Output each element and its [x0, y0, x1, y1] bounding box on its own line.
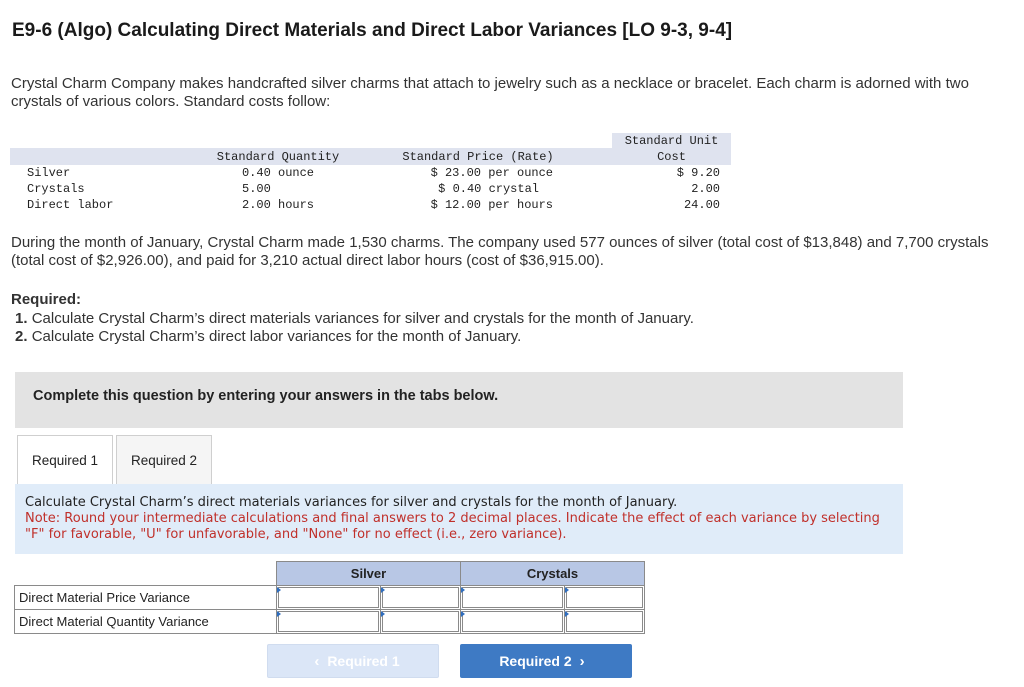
crystals-price-variance-input[interactable]	[461, 586, 565, 610]
row-silver-name: Silver	[27, 166, 71, 180]
input-flag-icon	[461, 611, 465, 617]
header-blank	[15, 562, 277, 586]
input-flag-icon	[381, 587, 385, 593]
prev-button-label: Required 1	[327, 653, 400, 669]
row-labor-price: $ 12.00 per hours	[430, 198, 553, 212]
table-row	[15, 610, 645, 634]
silver-price-variance-input[interactable]	[277, 586, 381, 610]
tab-required-2[interactable]: Required 2	[116, 435, 212, 485]
row-labor-cost: 24.00	[683, 198, 720, 212]
header-price: Standard Price (Rate)	[402, 150, 554, 164]
required-item-1	[11, 310, 694, 329]
row-labor-name: Direct labor	[27, 198, 114, 212]
crystals-quantity-variance-input[interactable]	[461, 610, 565, 634]
input-flag-icon	[461, 587, 465, 593]
row-label-price-variance: Direct Material Price Variance	[15, 586, 277, 610]
row-crystals-price: $ 0.40 crystal	[438, 182, 539, 196]
instructions-main: Calculate Crystal Charm’s direct materials variances for silver and crystals for the month of January.	[25, 495, 678, 510]
intro-text: Crystal Charm Company makes handcrafted silver charms that attach to jewelry such as a necklace or bracelet. Each charm is adorned with two crystals of various colors. Standard costs follow:	[11, 75, 969, 110]
column-crystals: Crystals	[461, 562, 645, 586]
row-silver-cost: $ 9.20	[676, 166, 720, 180]
complete-prompt: Complete this question by entering your answers in the tabs below.	[33, 388, 499, 404]
required-section	[11, 291, 694, 347]
input-flag-icon	[381, 611, 385, 617]
required-heading: Required:	[11, 291, 82, 308]
chevron-right-icon: ›	[579, 652, 585, 670]
next-button-label: Required 2	[499, 653, 572, 669]
input-flag-icon	[565, 587, 569, 593]
row-label-quantity-variance: Direct Material Quantity Variance	[15, 610, 277, 634]
next-required-2-button[interactable]	[460, 644, 632, 678]
row-crystals-cost: 2.00	[691, 182, 720, 196]
header-quantity: Standard Quantity	[216, 150, 340, 164]
required-item-number: 2.	[15, 328, 28, 345]
instructions-panel	[15, 484, 903, 554]
instructions-note: Note: Round your intermediate calculations and final answers to 2 decimal places. Indicate the effect of each variance by selecting "F" for favorable, "U" for unfavorable, and "None" for no effect (i.e., zero variance).	[25, 511, 880, 542]
tab-required-1[interactable]: Required 1	[17, 435, 113, 485]
row-crystals-name: Crystals	[27, 182, 85, 196]
crystals-price-variance-select[interactable]	[565, 586, 645, 610]
header-unit-cost-line2: Cost	[657, 150, 686, 164]
row-crystals-quantity: 5.00	[242, 182, 271, 196]
complete-question-banner	[15, 372, 903, 428]
answer-table-header	[15, 562, 645, 586]
required-item-2	[11, 328, 694, 347]
required-item-text: Calculate Crystal Charm’s direct materials variances for silver and crystals for the month of January.	[31, 309, 694, 327]
chevron-left-icon: ‹	[314, 652, 320, 670]
problem-paragraph: During the month of January, Crystal Charm made 1,530 charms. The company used 577 ounces of silver (total cost of $13,848) and 7,700 crystals (total cost of $2,926.00), and paid for 3,210 actual direct labor hours (cost of $36,915.00).	[11, 234, 989, 269]
input-flag-icon	[277, 587, 281, 593]
input-flag-icon	[565, 611, 569, 617]
silver-quantity-variance-select[interactable]	[381, 610, 461, 634]
silver-price-variance-select[interactable]	[381, 586, 461, 610]
table-row	[15, 586, 645, 610]
silver-quantity-variance-input[interactable]	[277, 610, 381, 634]
column-silver: Silver	[277, 562, 461, 586]
page-title: E9-6 (Algo) Calculating Direct Materials and Direct Labor Variances [LO 9-3, 9-4]	[12, 20, 733, 41]
row-silver-price: $ 23.00 per ounce	[430, 166, 553, 180]
row-labor-quantity: 2.00 hours	[242, 198, 315, 212]
header-unit-cost-line1: Standard Unit	[624, 134, 719, 148]
input-flag-icon	[277, 611, 281, 617]
prev-required-1-button[interactable]	[267, 644, 439, 678]
required-item-number: 1.	[15, 309, 28, 327]
answer-table	[14, 561, 645, 634]
standard-costs-table	[10, 133, 731, 215]
crystals-quantity-variance-select[interactable]	[565, 610, 645, 634]
row-silver-quantity: 0.40 ounce	[241, 166, 314, 180]
required-item-text: Calculate Crystal Charm’s direct labor variances for the month of January.	[31, 328, 522, 345]
